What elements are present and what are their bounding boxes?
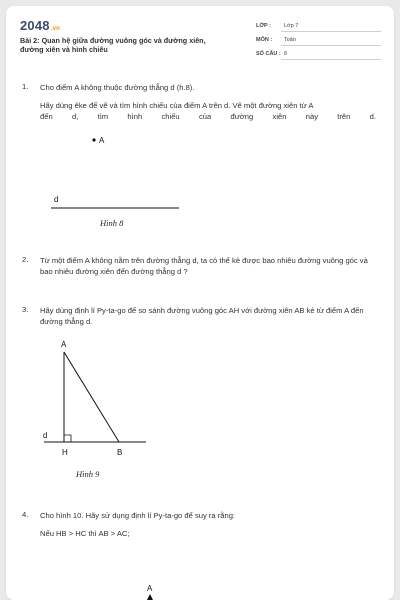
subject-label: MÔN : — [256, 37, 273, 43]
apex-mark-fig10 — [147, 594, 153, 600]
label-d-fig9: d — [43, 431, 48, 440]
point-a-label: A — [99, 136, 105, 145]
question-3-number: 3. — [22, 305, 29, 314]
worksheet-page — [6, 6, 394, 600]
question-1-number: 1. — [22, 82, 29, 91]
subject-value: Toán — [284, 37, 296, 43]
class-value: Lớp 7 — [284, 23, 299, 29]
label-h-fig9: H — [62, 448, 68, 457]
questions-value: 8 — [284, 51, 288, 57]
question-2-number: 2. — [22, 255, 29, 264]
question-1-line1: Hãy dùng êke để vẽ và tìm hình chiếu của điểm A trên d. Vẽ một đường xiên từ A — [40, 101, 314, 110]
question-1-line2: đến d, tìm hình chiếu của đường xiên này trên d. — [40, 112, 376, 121]
site-logo[interactable]: 2048.vn — [20, 18, 61, 33]
figure-8-caption: Hình 8 — [100, 218, 124, 228]
question-4-number: 4. — [22, 510, 29, 519]
question-3-text: Hãy dùng định lí Py-ta-go để so sánh đường vuông góc AH với đường xiên AB kẻ từ điểm A đến đường thẳng d. — [40, 306, 364, 326]
label-a-fig10: A — [147, 584, 153, 593]
questions-label: SỐ CÂU : — [256, 51, 281, 57]
question-4-line2: Nếu HB > HC thì AB > AC; — [40, 529, 130, 538]
logo-tld: .vn — [50, 26, 61, 32]
question-4-text: Cho hình 10. Hãy sử dụng định lí Py-ta-go để suy ra rằng: — [40, 511, 236, 520]
label-a-fig9: A — [61, 340, 67, 349]
question-2-text: Từ một điểm A không nằm trên đường thẳng d, ta có thể kẻ được bao nhiêu đường vuông góc và bao nhiêu đường xiên đến đường thẳng d ? — [40, 256, 368, 276]
figure-9-caption: Hình 9 — [76, 469, 100, 479]
label-b-fig9: B — [117, 448, 123, 457]
class-label: LỚP : — [256, 23, 271, 29]
figure-10 — [6, 6, 394, 600]
question-1-text: Cho điểm A không thuộc đường thẳng d (h.8). — [40, 83, 195, 92]
lesson-title: Bài 2: Quan hệ giữa đường vuông góc và đường xiên, đường xiên và hình chiếu — [20, 36, 206, 54]
line-d-label: d — [54, 195, 59, 204]
